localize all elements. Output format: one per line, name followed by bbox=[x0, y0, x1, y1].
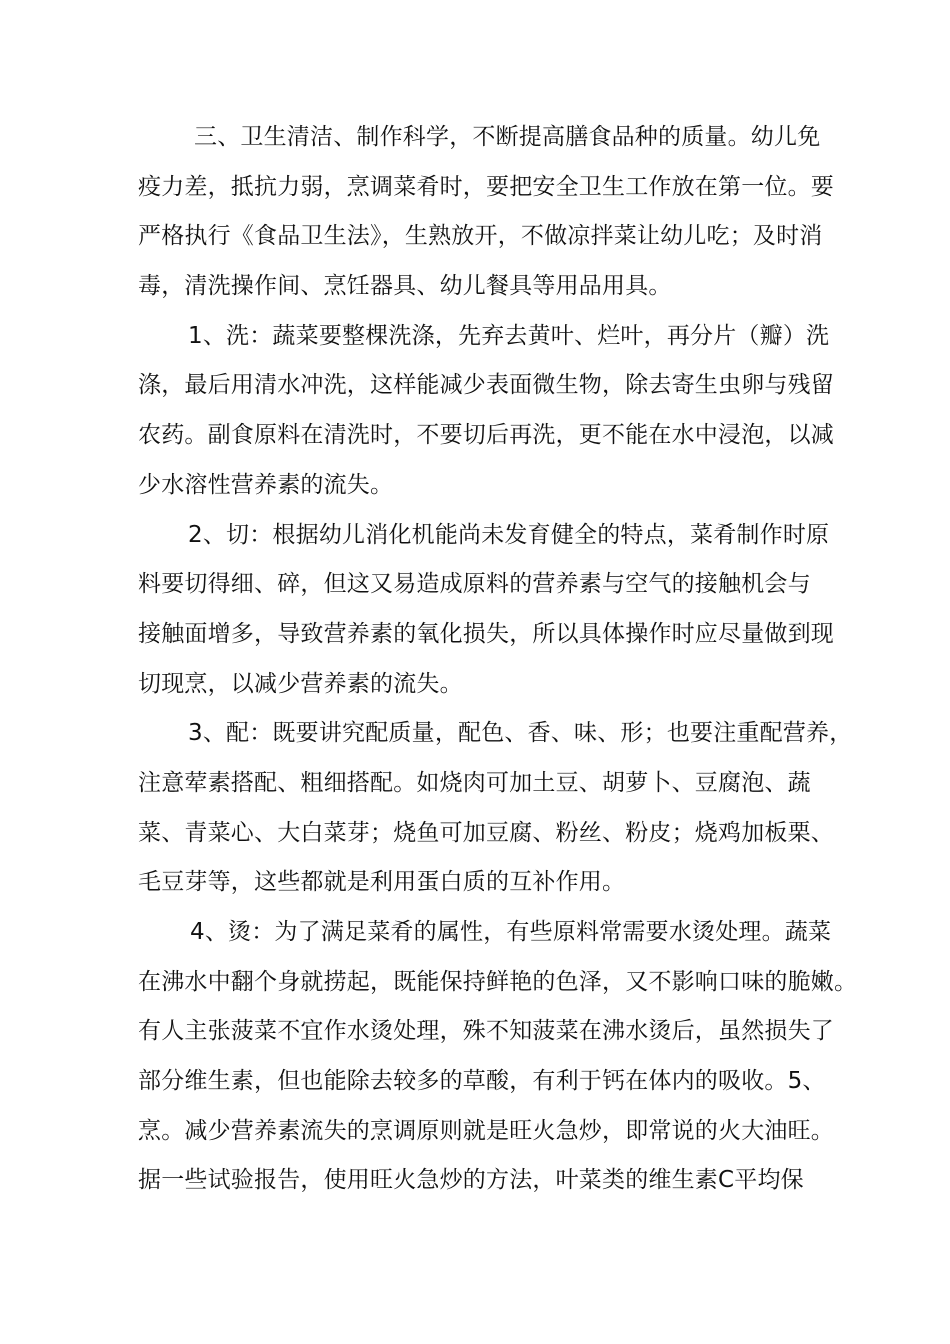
text-line: 疫力差，抵抗力弱，烹调菜肴时，要把安全卫生工作放在第一位。要 bbox=[138, 173, 834, 200]
text-line: 毛豆芽等，这些都就是利用蛋白质的互补作用。 bbox=[138, 869, 626, 896]
text-line: 注意荤素搭配、粗细搭配。如烧肉可加土豆、胡萝卜、豆腐泡、蔬 bbox=[138, 769, 811, 796]
text-line: 据一些试验报告，使用旺火急炒的方法，叶菜类的维生素C平均保 bbox=[138, 1167, 804, 1194]
text-line: 2、切：根据幼儿消化机能尚未发育健全的特点，菜肴制作时原 bbox=[188, 521, 830, 548]
text-line: 4、烫：为了满足菜肴的属性，有些原料常需要水烫处理。蔬菜 bbox=[190, 919, 832, 945]
text-line: 部分维生素，但也能除去较多的草酸，有利于钙在体内的吸收。5、 bbox=[138, 1068, 826, 1095]
paragraph-p1 bbox=[138, 113, 838, 312]
text-line: 3、配：既要讲究配质量，配色、香、味、形；也要注重配营养， bbox=[188, 720, 853, 747]
text-line: 严格执行《食品卫生法》，生熟放开，不做凉拌菜让幼儿吃；及时消 bbox=[138, 223, 823, 250]
text-line: 三、卫生清洁、制作科学，不断提高膳食品种的质量。幼儿免 bbox=[194, 124, 821, 150]
paragraph-p5 bbox=[138, 908, 858, 1206]
paragraph-p2 bbox=[138, 312, 838, 511]
text-line: 毒，清洗操作间、烹饪器具、幼儿餐具等用品用具。 bbox=[138, 273, 672, 300]
text-line: 料要切得细、碎，但这又易造成原料的营养素与空气的接触机会与 bbox=[138, 571, 811, 598]
text-line: 切现烹，以减少营养素的流失。 bbox=[138, 670, 463, 697]
text-line: 1、洗：蔬菜要整棵洗涤，先弃去黄叶、烂叶，再分片（瓣）洗 bbox=[188, 322, 830, 349]
paragraph-p4 bbox=[138, 709, 853, 908]
text-line: 农药。副食原料在清洗时，不要切后再洗，更不能在水中浸泡，以减 bbox=[138, 422, 834, 449]
text-line: 涤，最后用清水冲洗，这样能减少表面微生物，除去寄生虫卵与残留 bbox=[138, 372, 834, 399]
text-line: 少水溶性营养素的流失。 bbox=[138, 471, 394, 498]
text-line: 有人主张菠菜不宜作水烫处理，殊不知菠菜在沸水烫后，虽然损失了 bbox=[138, 1018, 834, 1045]
text-line: 菜、青菜心、大白菜芽；烧鱼可加豆腐、粉丝、粉皮；烧鸡加板栗、 bbox=[138, 819, 834, 846]
document-body bbox=[138, 113, 858, 1206]
text-line: 在沸水中翻个身就捞起，既能保持鲜艳的色泽，又不影响口味的脆嫩。 bbox=[138, 968, 858, 995]
text-line: 烹。减少营养素流失的烹调原则就是旺火急炒，即常说的火大油旺。 bbox=[138, 1117, 834, 1144]
paragraph-p3 bbox=[138, 511, 838, 710]
text-line: 接触面增多，导致营养素的氧化损失，所以具体操作时应尽量做到现 bbox=[138, 620, 834, 647]
